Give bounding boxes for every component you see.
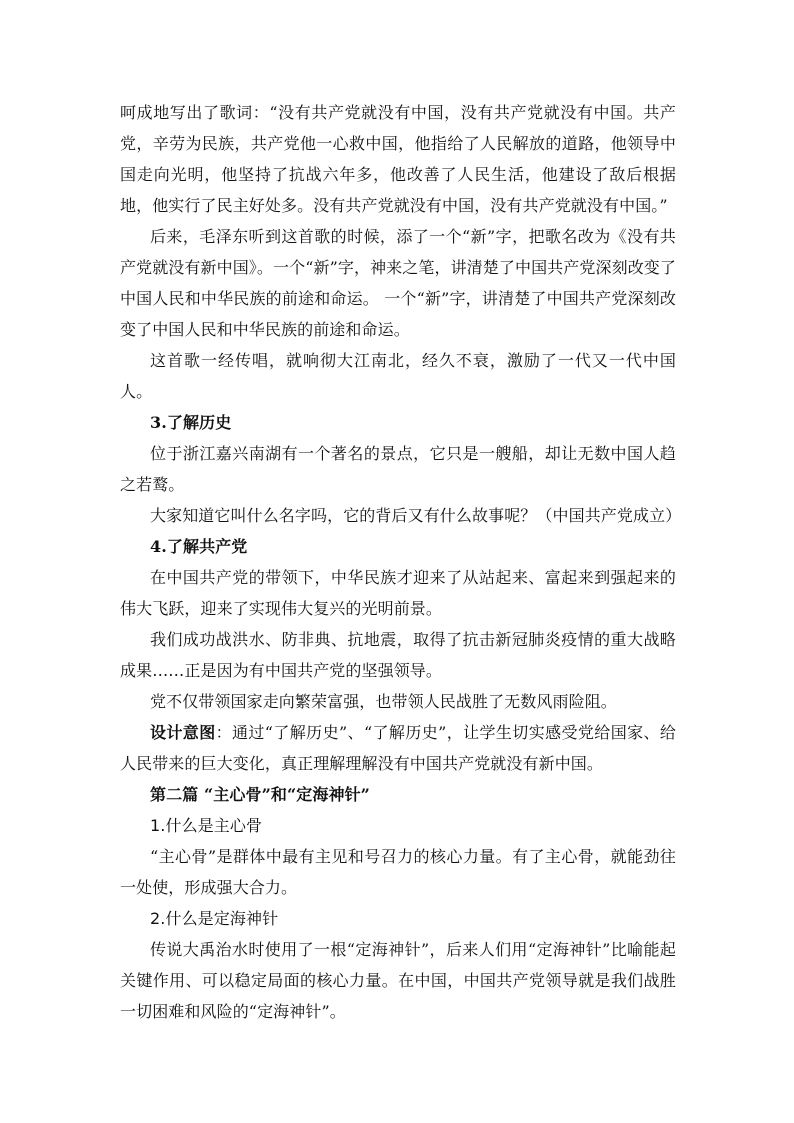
- backbone-paragraph: “主心骨”是群体中最有主见和号召力的核心力量。有了主心骨，就能劲往一处使，形成强大合力。: [120, 847, 676, 897]
- design-intent-text: ：通过“了解历史”、“了解历史”，让学生切实感受党给国家、给人民带来的巨大变化，真正理解理解没有中国共产党就没有新中国。: [120, 723, 676, 773]
- design-intent-label: 设计意图: [150, 723, 216, 742]
- south-lake-paragraph: 位于浙江嘉兴南湖有一个著名的景点，它只是一艘船，却让无数中国人趋之若鹜。: [120, 444, 676, 494]
- document-body: [120, 97, 682, 1027]
- lyrics-paragraph: 呵成地写出了歌词：“没有共产党就没有中国，没有共产党就没有中国。共产党，辛劳为民族，共产党他一心救中国，他指给了人民解放的道路，他领导中国走向光明，他坚持了抗战六年多，他改善了人民生活，他建设了敌后根据地，他实行了民主好处多。没有共产党就没有中国，没有共产党就没有中国。”: [120, 103, 676, 215]
- section-heading-second-part: 第二篇 “主心骨”和“定海神针”: [150, 785, 370, 804]
- song-influence-paragraph: 这首歌一经传唱，就响彻大江南北，经久不衰，激励了一代又一代中国人。: [120, 351, 676, 401]
- song-rename-paragraph: 后来，毛泽东听到这首歌的时候，添了一个“新”字，把歌名改为《没有共产党就没有新中国》。一个“新”字，神来之笔，讲清楚了中国共产党深刻改变了中国人民和中华民族的前途和命运。 一个“新”字，讲清楚了中国共产党深刻改变了中国人民和中华民族的前途和命运。: [120, 227, 676, 339]
- design-intent-paragraph: [120, 717, 676, 779]
- question-paragraph: 大家知道它叫什么名字吗，它的背后又有什么故事呢？（中国共产党成立）: [150, 506, 682, 525]
- section-heading-history: 3.了解历史: [150, 413, 232, 432]
- anchor-paragraph: 传说大禹治水时使用了一根“定海神针”，后来人们用“定海神针”比喻能起关键作用、可以稳定局面的核心力量。在中国，中国共产党领导就是我们战胜一切困难和风险的“定海神针”。: [120, 940, 676, 1021]
- question-heading-anchor: 2.什么是定海神针: [150, 909, 279, 928]
- leadership-paragraph: 在中国共产党的带领下，中华民族才迎来了从站起来、富起来到强起来的伟大飞跃，迎来了实现伟大复兴的光明前景。: [120, 568, 676, 618]
- achievements-paragraph: 我们成功战洪水、防非典、抗地震，取得了抗击新冠肺炎疫情的重大战略成果……正是因为有中国共产党的坚强领导。: [120, 630, 676, 680]
- question-heading-backbone: 1.什么是主心骨: [150, 816, 263, 835]
- prosperity-paragraph: 党不仅带领国家走向繁荣富强，也带领人民战胜了无数风雨险阻。: [150, 692, 617, 711]
- section-heading-party: 4.了解共产党: [150, 537, 248, 556]
